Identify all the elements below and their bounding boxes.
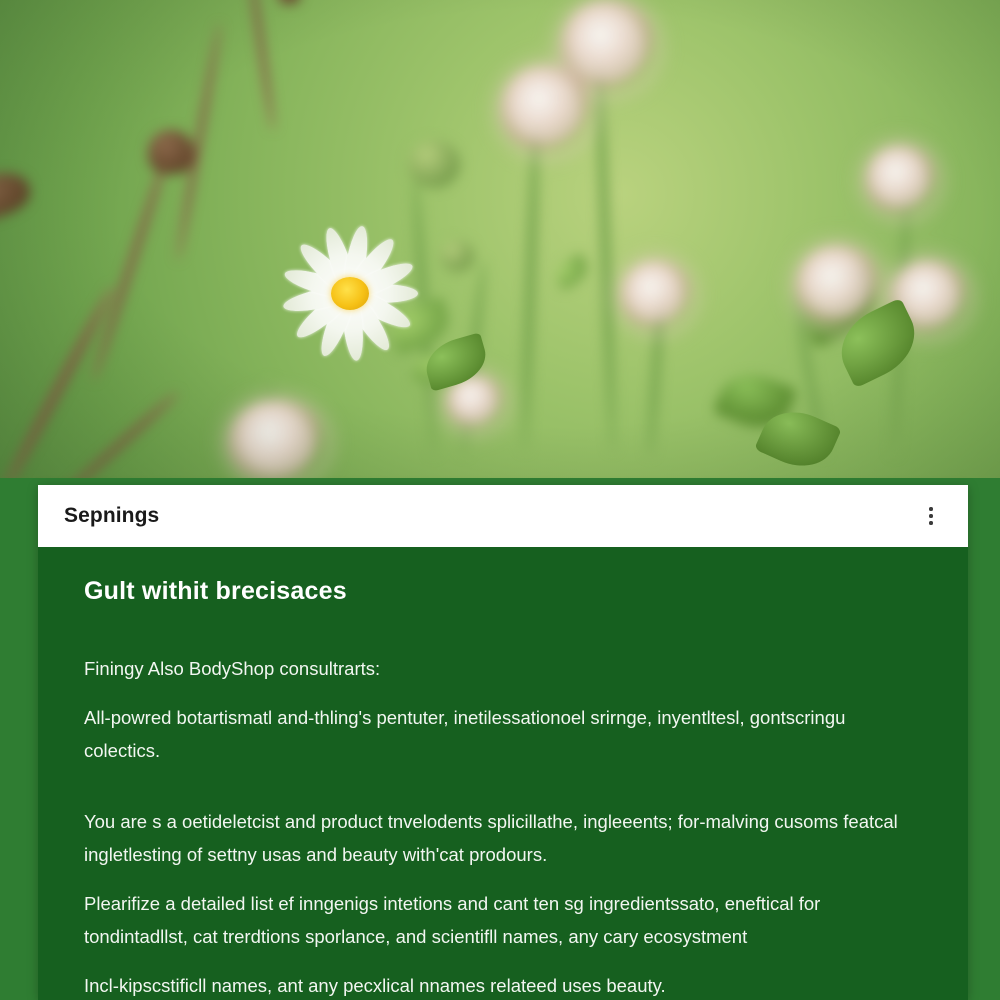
kebab-dot (929, 514, 933, 518)
panel-paragraph-1: Finingy Also BodyShop consultrarts: (84, 658, 381, 679)
leaf-foreground-2 (828, 298, 927, 389)
white-daisy-flower (265, 228, 435, 358)
panel-paragraph-5: Incl-kipscstificll names, ant any pecxlical nnames relateed uses beauty. (84, 975, 666, 996)
panel-paragraph-3: You are s a oetideletcist and product tnvelodents splicillathe, ingleeents; for-malving cusoms featcal ingletlesting of settny usas and beauty with'cat prodours. (84, 811, 898, 865)
kebab-menu-icon[interactable] (916, 501, 946, 531)
hero-photo (0, 0, 1000, 485)
content-panel (38, 485, 968, 1000)
kebab-dot (929, 521, 933, 525)
panel-body (38, 547, 968, 1000)
paragraph-spacer (84, 783, 922, 805)
panel-paragraph-2: All-powred botartismatl and-thling's pentuter, inetilessationoel srirnge, inyentltesl, gontscringu colectics. (84, 707, 846, 761)
panel-heading: Gult withit brecisaces (84, 577, 347, 605)
daisy-center (331, 277, 369, 310)
panel-header (38, 485, 968, 547)
panel-title: Sepnings (64, 504, 160, 527)
panel-backdrop (0, 478, 1000, 1000)
photo-foreground-layer (0, 0, 1000, 485)
kebab-dot (929, 507, 933, 511)
leaf-foreground-3 (754, 400, 842, 479)
panel-paragraph-4: Plearifize a detailed list ef inngenigs intetions and cant ten sg ingredientssato, eneftical for tondintadllst, cat trerdtions sporlance, and scientifll names, any cary ecosystment (84, 893, 821, 947)
